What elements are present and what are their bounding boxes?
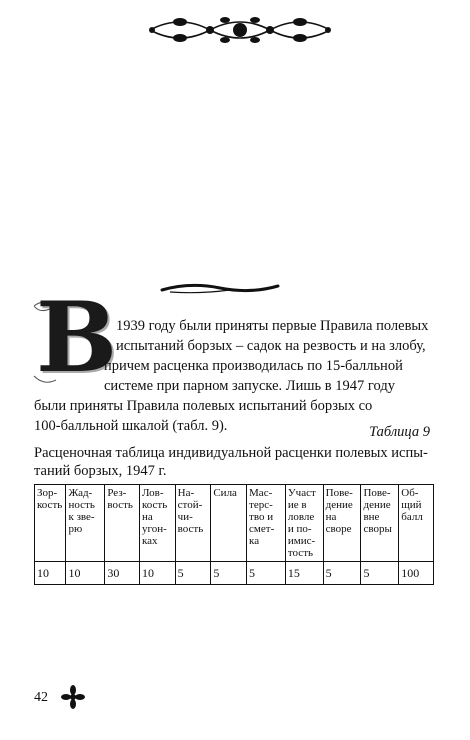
table-cell: 5 [361, 562, 399, 585]
table-row [35, 562, 434, 585]
table-cell: 10 [66, 562, 105, 585]
table-header-cell: Зор-кость [35, 485, 66, 562]
table-cell: 100 [399, 562, 434, 585]
body-line: 100-балльной шкалой (табл. 9). [34, 418, 228, 434]
body-line: причем расценка производилась по 15-балльной [104, 358, 403, 374]
table-title [34, 444, 434, 480]
table-header-cell: Лов-кость на угон-ках [139, 485, 175, 562]
table-cell: 5 [247, 562, 286, 585]
body-line: системе при парном запуске. Лишь в 1947 году [104, 378, 395, 394]
table-title-line: Расценочная таблица индивидуальной расценки полевых испы- [34, 445, 428, 461]
table-label: Таблица 9 [369, 424, 430, 440]
table-cell: 5 [175, 562, 211, 585]
table-cell: 30 [105, 562, 140, 585]
table-header-row [35, 485, 434, 562]
table-cell: 15 [285, 562, 323, 585]
body-line: были приняты Правила полевых испытаний борзых со [34, 398, 373, 414]
table-title-line: таний борзых, 1947 г. [34, 463, 167, 479]
table-header-cell: На-стой-чи-вость [175, 485, 211, 562]
table-header-cell: Жад-ность к зве-рю [66, 485, 105, 562]
table-cell: 10 [35, 562, 66, 585]
floral-ornament-icon [140, 8, 340, 52]
body-paragraph [34, 316, 434, 436]
table-header-cell: Мас-терс-тво и смет-ка [247, 485, 286, 562]
dropcap-letter: В [36, 281, 118, 394]
body-line: испытаний борзых – садок на резвость и на злобу, [116, 338, 426, 354]
body-line: 1939 году были приняты первые Правила полевых [116, 318, 429, 334]
table-header-cell: Сила [211, 485, 247, 562]
floral-sprig-icon [60, 684, 86, 710]
scoring-table [34, 484, 434, 585]
table-cell: 5 [323, 562, 361, 585]
table-header-cell: Участие в ловле и по-имис-тость [285, 485, 323, 562]
table-cell: 5 [211, 562, 247, 585]
table-header-cell: Пове-дение вне своры [361, 485, 399, 562]
table-cell: 10 [139, 562, 175, 585]
page-number: 42 [34, 690, 48, 705]
flourish-icon [160, 280, 280, 296]
table-header-cell: Об-щий балл [399, 485, 434, 562]
table-header-cell: Пове-дение на своре [323, 485, 361, 562]
table-header-cell: Рез-вость [105, 485, 140, 562]
